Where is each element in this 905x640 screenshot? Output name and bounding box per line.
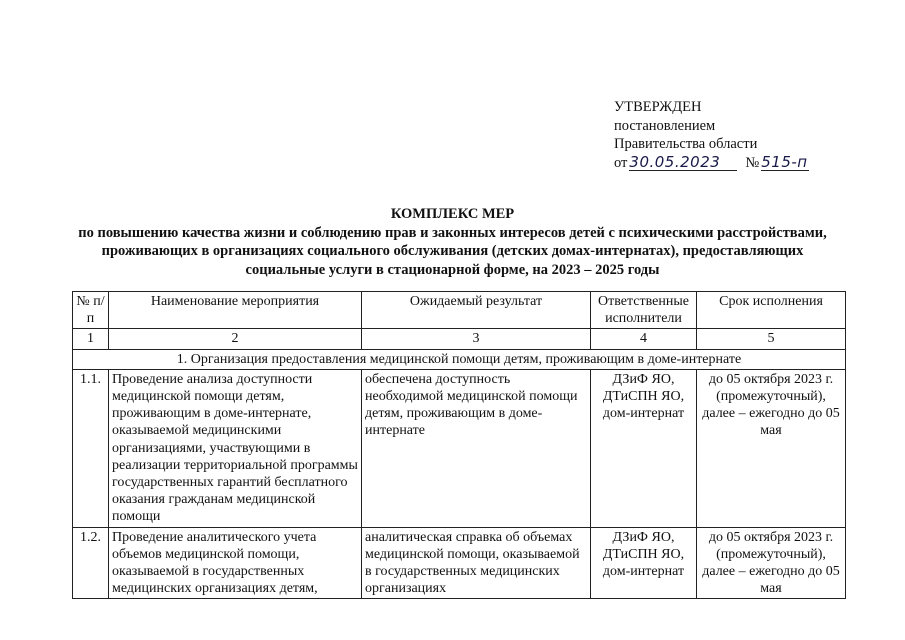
date-prefix: от [614,154,628,171]
section-title: 1. Организация предоставления медицинской помощи детям, проживающим в доме-интернате [73,349,846,369]
table-row [73,369,846,527]
col-number-5: 5 [697,329,846,349]
row-expected-result: аналитическая справка об объемах медицинской помощи, оказываемой в государственных медицинских организациях [362,527,591,599]
handwritten-number: 515-п [761,152,808,171]
col-header-deadline: Срок исполнения [697,292,846,329]
col-number-4: 4 [591,329,697,349]
approval-date-row [614,154,809,173]
approval-title: УТВЕРЖДЕН [614,99,702,115]
title-main: КОМПЛЕКС МЕР [390,206,515,222]
measures-table [72,291,846,599]
row-executors: ДЗиФ ЯО, ДТиСПН ЯО, дом-интернат [591,527,697,599]
approval-line-3: Правительства области [614,136,758,152]
row-deadline: до 05 октября 2023 г. (промежуточный), далее – ежегодно до 05 мая [697,369,846,527]
handwritten-date: 30.05.2023 [629,154,737,171]
approval-stamp [614,98,809,172]
number-prefix: № [745,154,760,171]
title-line-1: по повышению качества жизни и соблюдению прав и законных интересов детей с психическими расстройствами, [78,224,827,241]
section-row [73,349,846,369]
col-header-name: Наименование мероприятия [109,292,362,329]
row-measure-name: Проведение анализа доступности медицинской помощи детям, проживающим в доме-интернате, оказываемой медицинскими организациями, участвующими в реализации территориальной программы государственных гарантий бесплатного оказания гражданам медицинской помощи [109,369,362,527]
table-row [73,527,846,599]
col-number-3: 3 [362,329,591,349]
row-number: 1.2. [73,527,109,599]
col-number-2: 2 [109,329,362,349]
row-executors: ДЗиФ ЯО, ДТиСПН ЯО, дом-интернат [591,369,697,527]
col-header-num: № п/п [73,292,109,329]
row-measure-name: Проведение аналитического учета объемов медицинской помощи, оказываемой в государственных медицинских организациях детям, [109,527,362,599]
row-expected-result: обеспечена доступность необходимой медицинской помощи детям, проживающим в доме-интернате [362,369,591,527]
approval-line-2: постановлением [614,117,716,134]
column-number-row [73,329,846,349]
table-header-row [73,292,846,329]
title-line-3: социальные услуги в стационарной форме, на 2023 – 2025 годы [245,261,660,278]
col-header-executors: Ответственные исполнители [591,292,697,329]
row-number: 1.1. [73,369,109,527]
document-title [40,205,865,279]
col-header-result: Ожидаемый результат [362,292,591,329]
title-line-2: проживающих в организациях социального обслуживания (детских домах-интернатах), предоставляющих [101,243,804,259]
col-number-1: 1 [73,329,109,349]
row-deadline: до 05 октября 2023 г. (промежуточный), далее – ежегодно до 05 мая [697,527,846,599]
